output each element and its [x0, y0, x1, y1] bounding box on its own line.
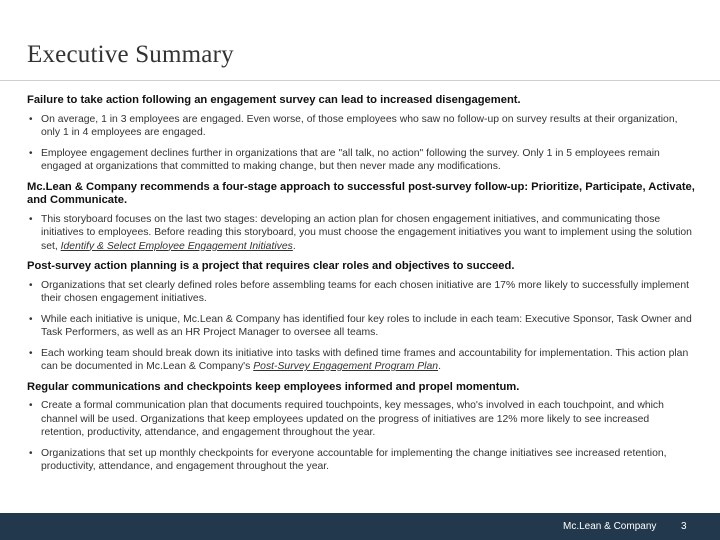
bullet-item: [27, 213, 695, 254]
solution-set-link[interactable]: Identify & Select Employee Engagement Initiatives: [60, 240, 293, 252]
bullet-text: Create a formal communication plan that documents required touchpoints, key messages, who's involved in each touchpoint, and which channel will be used. Organizations that keep employees updated on the progress of initiatives are 12% more likely to see increased retention, productivity, attendance, and engagement throughout the year.: [41, 400, 664, 438]
bullet-item: [27, 113, 695, 140]
bullet-dot-icon: •: [29, 279, 33, 291]
bullet-item: [27, 399, 695, 440]
bullet-list: [27, 399, 695, 474]
section-heading: Mc.Lean & Company recommends a four-stage approach to successful post-survey follow-up: Prioritize, Participate, Activate, and Communicate.: [27, 180, 695, 206]
bullet-text-suffix: .: [438, 361, 441, 372]
bullet-item: [27, 447, 695, 474]
bullet-item: [27, 147, 695, 174]
footer-company-name: Mc.Lean & Company: [563, 521, 657, 532]
bullet-dot-icon: •: [29, 347, 33, 359]
section-heading: Post-survey action planning is a project that requires clear roles and objectives to succeed.: [27, 260, 515, 272]
summary-content: [27, 94, 695, 481]
bullet-text: Employee engagement declines further in organizations that are "all talk, no action" following the survey. Only 1 in 5 employees remain engaged at organizations that committed to making change, but then never made any modifications.: [41, 147, 660, 172]
section-heading: Regular communications and checkpoints keep employees informed and propel momentum.: [27, 380, 520, 393]
bullet-dot-icon: •: [29, 113, 33, 125]
bullet-list: [27, 213, 695, 254]
bullet-dot-icon: •: [29, 447, 33, 459]
bullet-text: Organizations that set up monthly checkpoints for everyone accountable for implementing the change initiatives see increased retention, productivity, attendance, and engagement throughout the year.: [41, 447, 667, 472]
bullet-dot-icon: •: [29, 313, 33, 325]
page-title: Executive Summary: [27, 41, 234, 68]
bullet-list: [27, 279, 695, 374]
program-plan-link[interactable]: Post-Survey Engagement Program Plan: [253, 361, 439, 372]
bullet-text: This storyboard focuses on the last two stages: developing an action plan for chosen engagement initiatives, and communicating those initiatives to employees. Before reading this storyboard, you must choose the engagement initiatives you want to implement using the solution set,: [41, 213, 692, 252]
bullet-dot-icon: •: [29, 400, 33, 411]
title-divider: [0, 80, 720, 81]
footer-bar: [0, 513, 720, 540]
bullet-dot-icon: •: [29, 147, 33, 159]
bullet-text: While each initiative is unique, Mc.Lean & Company has identified four key roles to include in each team: Executive Sponsor, Task Owner and Task Performers, as well as an HR Project Manager to oversee all teams.: [41, 313, 692, 338]
page-number: 3: [681, 521, 687, 532]
bullet-text: On average, 1 in 3 employees are engaged. Even worse, of those employees who saw no follow-up on survey results at their organization, only 1 in 4 employees are engaged.: [41, 113, 678, 138]
bullet-list: [27, 113, 695, 174]
bullet-text: Organizations that set clearly defined roles before assembling teams for each chosen initiative are 17% more likely to successfully implement their chosen engagement initiatives.: [41, 279, 689, 304]
bullet-item: [27, 313, 695, 340]
bullet-item: [27, 279, 695, 306]
bullet-text: Each working team should break down its initiative into tasks with defined time frames and accountability for implementation. This action plan can be documented in Mc.Lean & Company's: [41, 347, 689, 372]
bullet-text-suffix: .: [292, 240, 296, 252]
bullet-item: [27, 347, 695, 374]
bullet-dot-icon: •: [29, 213, 33, 225]
section-heading: Failure to take action following an engagement survey can lead to increased disengagement.: [27, 94, 521, 106]
